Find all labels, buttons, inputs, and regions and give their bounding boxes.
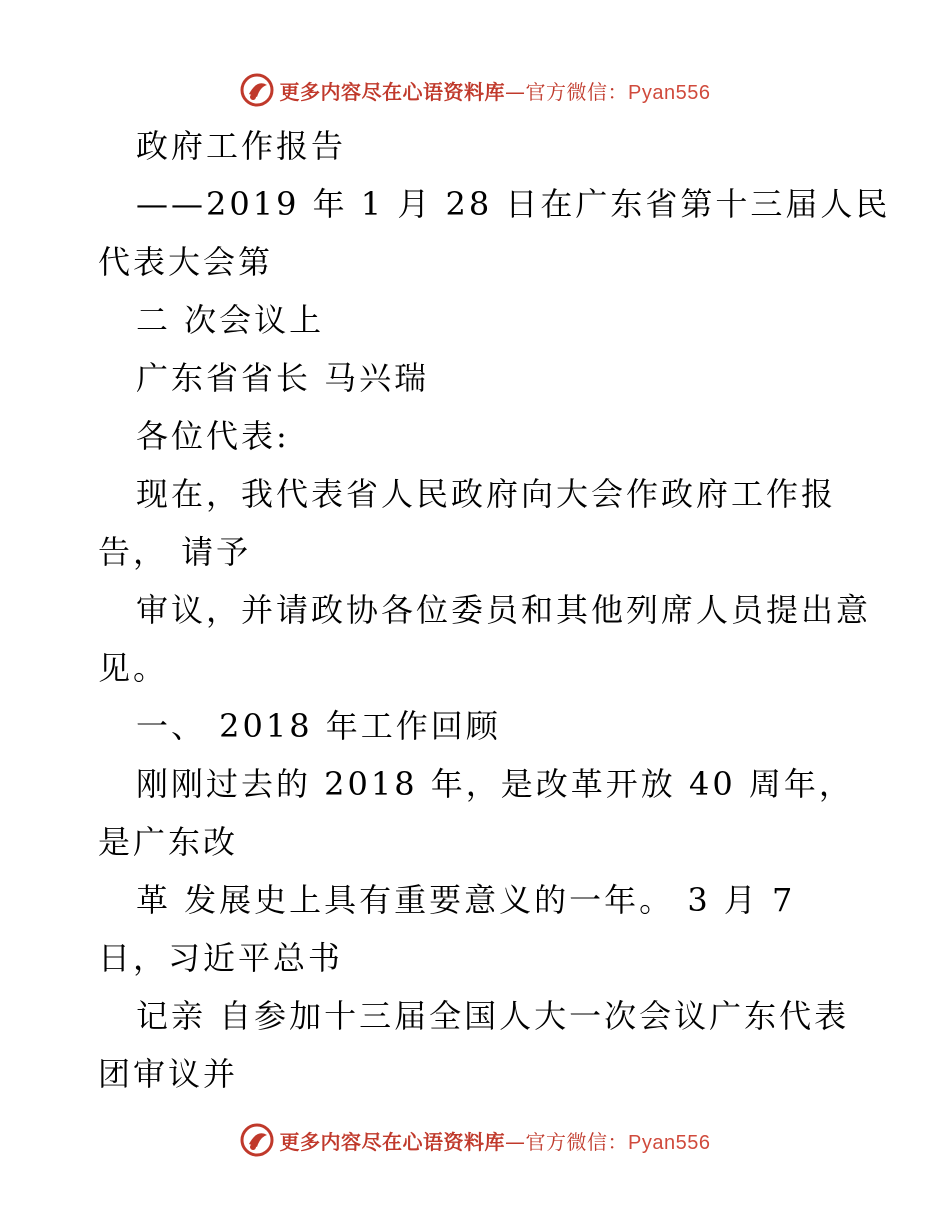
subtitle-line-3: 二 次会议上	[136, 301, 325, 339]
paragraph-line: 审议，并请政协各位委员和其他列席人员提出意	[136, 591, 872, 629]
subtitle-line-2: 代表大会第	[98, 243, 274, 281]
paragraph-line: 团审议并	[98, 1055, 239, 1093]
footer-watermark	[0, 1120, 950, 1160]
watermark-main-text: 更多内容尽在心语资料库	[279, 79, 506, 104]
brand-logo-icon	[240, 73, 274, 107]
watermark-dash: —	[505, 79, 526, 104]
watermark-wechat-id: Pyan556	[628, 1131, 711, 1154]
salutation: 各位代表:	[136, 417, 290, 455]
watermark-wechat-id: Pyan556	[628, 81, 711, 104]
paragraph-line: 是广东改	[98, 823, 239, 861]
section-heading: 一、 2018 年工作回顾	[136, 707, 501, 745]
author-line: 广东省省长 马兴瑞	[136, 359, 430, 397]
paragraph-line: 革 发展史上具有重要意义的一年。 3 月 7	[136, 881, 796, 919]
paragraph-line: 日，习近平总书	[98, 939, 344, 977]
watermark-label: 官方微信：	[525, 79, 629, 104]
watermark-main-text: 更多内容尽在心语资料库	[279, 1129, 506, 1154]
paragraph-line: 刚刚过去的 2018 年，是改革开放 40 周年，	[136, 765, 854, 803]
header-watermark	[0, 70, 950, 110]
paragraph-line: 现在，我代表省人民政府向大会作政府工作报	[136, 475, 837, 513]
watermark-label: 官方微信：	[525, 1129, 629, 1154]
subtitle-line-1: ——2019 年 1 月 28 日在广东省第十三届人民	[136, 185, 891, 223]
paragraph-line: 见。	[98, 649, 169, 687]
document-title: 政府工作报告	[136, 127, 347, 165]
brand-logo-icon	[240, 1123, 274, 1157]
paragraph-line: 告， 请予	[98, 533, 252, 571]
watermark-dash: —	[505, 1129, 526, 1154]
paragraph-line: 记亲 自参加十三届全国人大一次会议广东代表	[136, 997, 850, 1035]
